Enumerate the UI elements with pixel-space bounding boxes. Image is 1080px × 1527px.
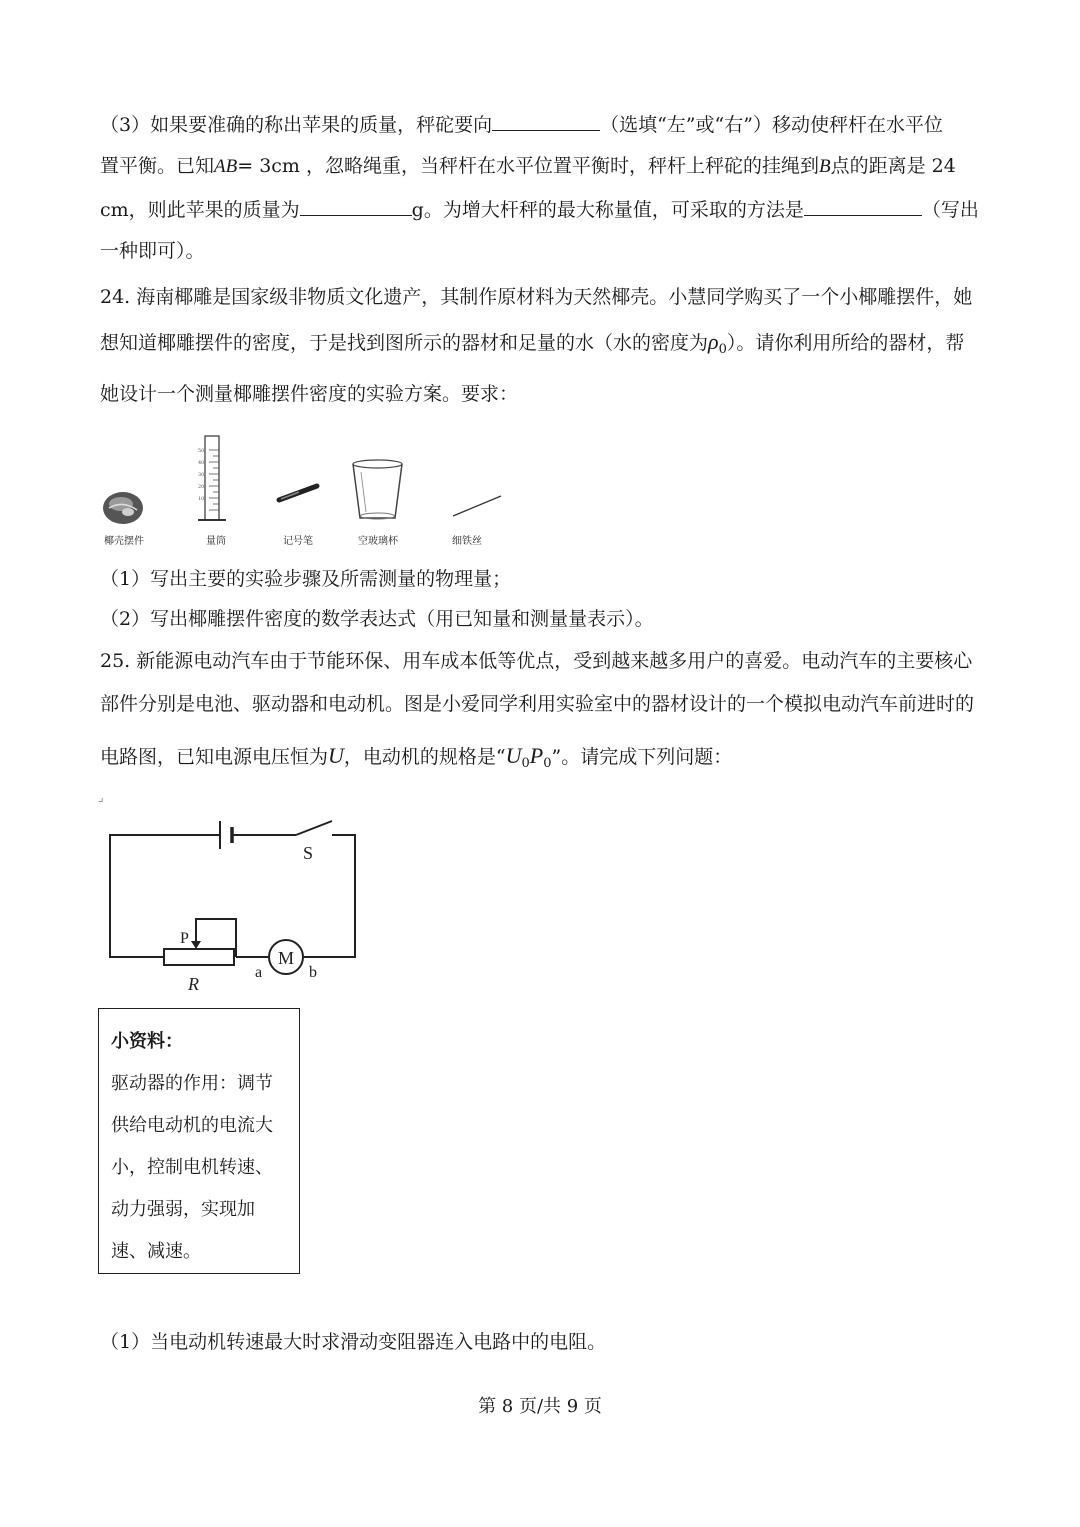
node-a-label: a	[255, 964, 263, 981]
answer-blank-method[interactable]	[804, 195, 922, 216]
glass-cup-image	[353, 460, 402, 519]
u-symbol: U	[328, 743, 344, 768]
q23-text: （3）如果要准确的称出苹果的质量，秤砣要向	[100, 114, 493, 136]
coconut-ornament-image	[103, 492, 143, 524]
switch-label: S	[303, 843, 314, 863]
corner-mark: ⌟	[98, 790, 104, 804]
info-box	[98, 1008, 300, 1274]
q23-text: （写出	[921, 199, 979, 221]
q24-text: 想知道椰雕摆件的密度，于是找到图所示的器材和足量的水（水的密度为	[100, 332, 709, 354]
q25-text: ，电动机的规格是“	[343, 746, 506, 768]
cylinder-mark: 40	[198, 460, 205, 466]
p0-subscript: 0	[543, 756, 552, 771]
q24-line-1	[100, 283, 972, 311]
q25-line-3	[100, 742, 732, 778]
q23-text: 点的距离是 24	[830, 155, 956, 177]
iron-wire-image	[453, 496, 501, 516]
q25-text: 25. 新能源电动汽车由于节能环保、用车成本低等优点，受到越来越多用户的喜爱。电动汽车的主要核心	[100, 650, 973, 672]
u0-subscript: 0	[521, 756, 530, 771]
info-line: 速、减速。	[111, 1241, 201, 1262]
answer-blank-direction[interactable]	[492, 110, 600, 131]
ab-symbol: AB	[214, 156, 238, 177]
info-line: 小，控制电机转速、	[111, 1157, 273, 1178]
q25-line-1	[100, 647, 972, 675]
cylinder-mark: 20	[198, 484, 205, 490]
equipment-label: 细铁丝	[452, 536, 482, 547]
equipment-figure	[95, 430, 525, 530]
slider-label: P	[180, 930, 189, 947]
cylinder-mark: 10	[198, 496, 205, 502]
cylinder-mark: 30	[198, 472, 205, 478]
page-number: 第 8 页/共 9 页	[478, 1396, 602, 1417]
q23-text: cm，则此苹果的质量为	[100, 199, 300, 221]
q23-text: 一种即可）。	[100, 240, 205, 262]
q23-line-3	[100, 195, 979, 224]
q25-text: （1）当电动机转速最大时求滑动变阻器连入电路中的电阻。	[100, 1331, 607, 1353]
info-title: 小资料：	[111, 1031, 183, 1052]
node-b-label: b	[309, 964, 317, 981]
q24-text: ）。请你利用所给的器材，帮	[726, 332, 965, 354]
q23-text: 置平衡。已知	[100, 155, 215, 177]
graduated-cylinder-image	[198, 436, 226, 520]
q24-text: 24. 海南椰雕是国家级非物质文化遗产，其制作原材料为天然椰壳。小慧同学购买了一个小椰雕摆件，她	[100, 286, 973, 308]
b-symbol: B	[818, 156, 831, 177]
equipment-label: 空玻璃杯	[358, 536, 398, 547]
q23-line-1	[100, 110, 943, 139]
q23-line-4	[100, 237, 205, 265]
q23-text: g。为增大杆秤的最大称量值，可采取的方法是	[411, 199, 804, 221]
q24-text: （2）写出椰雕摆件密度的数学表达式（用已知量和测量量表示）。	[100, 608, 654, 630]
q25-part-1	[100, 1328, 606, 1356]
resistor-label: R	[188, 974, 199, 994]
q24-text: 她设计一个测量椰雕摆件密度的实验方案。要求：	[100, 383, 519, 405]
info-line: 供给电动机的电流大	[111, 1115, 273, 1136]
info-line: 驱动器的作用：调节	[111, 1073, 273, 1094]
q25-text: ”。请完成下列问题：	[551, 746, 733, 768]
p0-symbol: P	[529, 743, 544, 768]
motor-label: M	[278, 948, 295, 968]
cylinder-mark: 50	[198, 448, 205, 454]
q24-part-2	[100, 605, 654, 633]
q23-line-2	[100, 152, 956, 181]
marker-pen-image	[279, 486, 317, 500]
q24-part-1	[100, 565, 511, 593]
q25-text: 部件分别是电池、驱动器和电动机。图是小爱同学利用实验室中的器材设计的一个模拟电动汽车前进时的	[100, 693, 975, 715]
equipment-label: 量筒	[206, 536, 226, 547]
rho-subscript: 0	[718, 342, 727, 357]
answer-blank-mass[interactable]	[300, 195, 412, 216]
q24-line-2	[100, 328, 964, 364]
q23-text: = 3cm ，忽略绳重，当秤杆在水平位置平衡时，秤杆上秤砣的挂绳到	[237, 155, 819, 177]
slider-arrow-icon	[191, 941, 201, 949]
equipment-label: 记号笔	[283, 536, 313, 547]
q25-text: 电路图，已知电源电压恒为	[100, 746, 329, 768]
circuit-diagram	[100, 815, 370, 1000]
q23-text: （选填“左”或“右”）移动使秤杆在水平位	[600, 114, 943, 136]
q25-line-2	[100, 690, 974, 718]
q24-line-3	[100, 380, 518, 408]
u0-symbol: U	[505, 743, 522, 768]
rho-symbol: ρ	[708, 329, 719, 354]
equipment-label: 椰壳摆件	[104, 536, 144, 547]
info-line: 动力强弱，实现加	[111, 1199, 255, 1220]
q24-text: （1）写出主要的实验步骤及所需测量的物理量；	[100, 568, 512, 590]
